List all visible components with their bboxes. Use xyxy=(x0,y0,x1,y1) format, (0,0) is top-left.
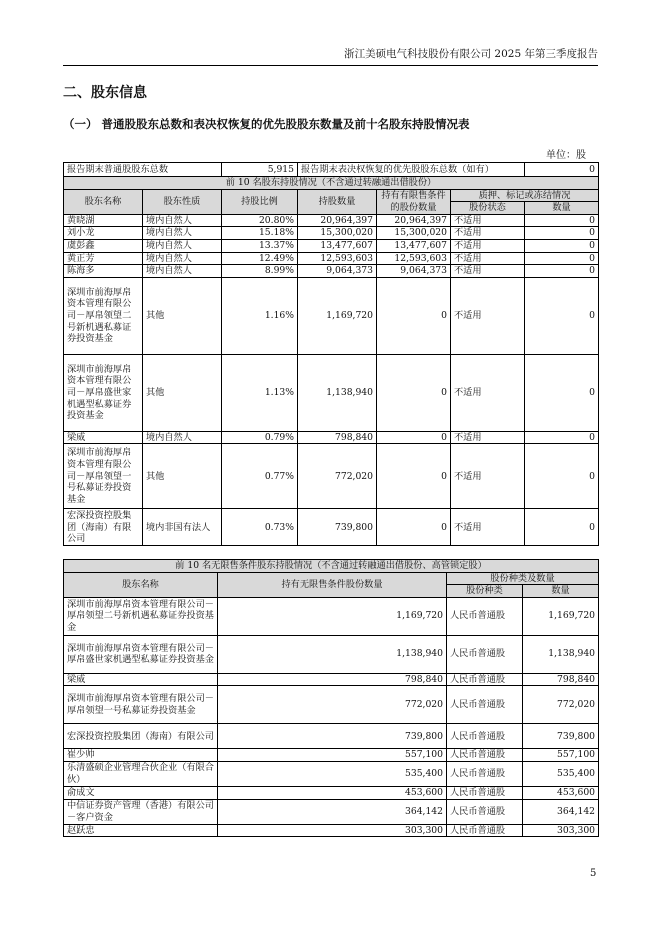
pledge-status: 不适用 xyxy=(451,265,525,278)
top10-title: 前 10 名股东持股情况（不含通过转融通出借股份） xyxy=(64,177,599,190)
share-count: 1,138,940 xyxy=(523,635,599,673)
unrestricted-qty: 303,300 xyxy=(218,824,447,837)
col-header-name: 股东名称 xyxy=(64,189,143,214)
holder-name: 赵跃忠 xyxy=(64,824,218,837)
col-header-count: 数量 xyxy=(525,202,599,215)
pledge-count: 0 xyxy=(525,239,599,252)
share-type: 人民币普通股 xyxy=(447,635,523,673)
unrestricted-title: 前 10 名无限售条件股东持股情况（不含通过转融通出借股份、高管锁定股） xyxy=(64,560,599,573)
restricted-qty: 0 xyxy=(377,509,451,546)
table-row xyxy=(64,354,599,431)
shareholder-name: 深圳市前海厚帛资本管理有限公司－厚帛领望一号私募证券投资基金 xyxy=(64,444,143,509)
share-count: 535,400 xyxy=(523,761,599,786)
holding-qty: 12,593,603 xyxy=(298,252,377,265)
unrestricted-qty: 772,020 xyxy=(218,686,447,724)
pledge-status: 不适用 xyxy=(451,444,525,509)
unrestricted-title-row xyxy=(64,560,599,573)
summary-value-2: 0 xyxy=(525,163,599,177)
holder-name: 崔少帅 xyxy=(64,749,218,762)
holder-name: 深圳市前海厚帛资本管理有限公司－厚帛盛世家机遇型私募证券投资基金 xyxy=(64,635,218,673)
table-row xyxy=(64,431,599,444)
pledge-count: 0 xyxy=(525,277,599,354)
restricted-qty: 12,593,603 xyxy=(377,252,451,265)
holder-name: 梁威 xyxy=(64,673,218,686)
unrestricted-header-row-1 xyxy=(64,572,599,585)
unrestricted-qty: 535,400 xyxy=(218,761,447,786)
unrestricted-qty: 453,600 xyxy=(218,786,447,799)
restricted-qty: 0 xyxy=(377,277,451,354)
table-row xyxy=(64,597,599,635)
shareholder-nature: 境内自然人 xyxy=(143,227,222,240)
table-row xyxy=(64,724,599,749)
shareholder-nature: 其他 xyxy=(143,444,222,509)
holder-name: 深圳市前海厚帛资本管理有限公司－厚帛领望一号私募证券投资基金 xyxy=(64,686,218,724)
col-header-restricted: 持有有限售条件的股份数量 xyxy=(377,189,451,214)
table-row xyxy=(64,227,599,240)
shareholder-nature: 境内非国有法人 xyxy=(143,509,222,546)
col-header-ratio: 持股比例 xyxy=(222,189,298,214)
shareholder-table xyxy=(63,162,599,546)
holder-name: 乐清盛硕企业管理合伙企业（有限合伙） xyxy=(64,761,218,786)
share-count: 453,600 xyxy=(523,786,599,799)
pledge-count: 0 xyxy=(525,252,599,265)
pledge-status: 不适用 xyxy=(451,277,525,354)
pledge-status: 不适用 xyxy=(451,214,525,227)
shareholder-nature: 其他 xyxy=(143,354,222,431)
u-col-header-type-group: 股份种类及数量 xyxy=(447,572,599,585)
pledge-count: 0 xyxy=(525,214,599,227)
section-title: 二、股东信息 xyxy=(63,85,147,101)
restricted-qty: 20,964,397 xyxy=(377,214,451,227)
shareholder-nature: 境内自然人 xyxy=(143,252,222,265)
shareholder-name: 虞彭鑫 xyxy=(64,239,143,252)
holding-ratio: 13.37% xyxy=(222,239,298,252)
share-type: 人民币普通股 xyxy=(447,761,523,786)
holding-ratio: 1.16% xyxy=(222,277,298,354)
holding-qty: 739,800 xyxy=(298,509,377,546)
table-row xyxy=(64,252,599,265)
u-col-header-type: 股份种类 xyxy=(447,585,523,598)
pledge-count: 0 xyxy=(525,431,599,444)
holding-qty: 20,964,397 xyxy=(298,214,377,227)
shareholder-name: 梁威 xyxy=(64,431,143,444)
pledge-status: 不适用 xyxy=(451,509,525,546)
share-type: 人民币普通股 xyxy=(447,597,523,635)
holding-ratio: 20.80% xyxy=(222,214,298,227)
holder-name: 俞成文 xyxy=(64,786,218,799)
subsection-title: （一） 普通股股东总数和表决权恢复的优先股股东数量及前十名股东持股情况表 xyxy=(63,117,470,131)
table-row xyxy=(64,673,599,686)
table-row xyxy=(64,214,599,227)
share-type: 人民币普通股 xyxy=(447,799,523,824)
share-count: 364,142 xyxy=(523,799,599,824)
holder-name: 中信证券资产管理（香港）有限公司－客户资金 xyxy=(64,799,218,824)
unrestricted-table xyxy=(63,559,599,837)
table-row xyxy=(64,509,599,546)
share-count: 303,300 xyxy=(523,824,599,837)
page-number: 5 xyxy=(590,868,597,879)
summary-row xyxy=(64,163,599,177)
pledge-count: 0 xyxy=(525,444,599,509)
share-type: 人民币普通股 xyxy=(447,749,523,762)
share-count: 798,840 xyxy=(523,673,599,686)
share-type: 人民币普通股 xyxy=(447,673,523,686)
share-type: 人民币普通股 xyxy=(447,686,523,724)
unrestricted-qty: 1,138,940 xyxy=(218,635,447,673)
shareholder-name: 刘小龙 xyxy=(64,227,143,240)
col-header-status: 股份状态 xyxy=(451,202,525,215)
shareholder-nature: 境内自然人 xyxy=(143,214,222,227)
shareholder-name: 深圳市前海厚帛资本管理有限公司－厚帛领望二号新机遇私募证券投资基金 xyxy=(64,277,143,354)
holding-ratio: 0.79% xyxy=(222,431,298,444)
shareholder-name: 宏深投资控股集团（海南）有限公司 xyxy=(64,509,143,546)
u-col-header-count: 数量 xyxy=(523,585,599,598)
holding-ratio: 15.18% xyxy=(222,227,298,240)
table-row xyxy=(64,749,599,762)
table-row xyxy=(64,444,599,509)
unrestricted-qty: 364,142 xyxy=(218,799,447,824)
restricted-qty: 0 xyxy=(377,431,451,444)
pledge-status: 不适用 xyxy=(451,227,525,240)
holding-qty: 9,064,373 xyxy=(298,265,377,278)
unrestricted-qty: 1,169,720 xyxy=(218,597,447,635)
table-row xyxy=(64,799,599,824)
u-col-header-name: 股东名称 xyxy=(64,572,218,597)
share-type: 人民币普通股 xyxy=(447,724,523,749)
pledge-count: 0 xyxy=(525,354,599,431)
holding-qty: 1,169,720 xyxy=(298,277,377,354)
holder-name: 宏深投资控股集团（海南）有限公司 xyxy=(64,724,218,749)
shareholder-name: 黄晓湖 xyxy=(64,214,143,227)
shareholder-nature: 其他 xyxy=(143,277,222,354)
holding-qty: 772,020 xyxy=(298,444,377,509)
table-row xyxy=(64,265,599,278)
pledge-count: 0 xyxy=(525,227,599,240)
pledge-status: 不适用 xyxy=(451,239,525,252)
table-row xyxy=(64,686,599,724)
share-type: 人民币普通股 xyxy=(447,786,523,799)
share-count: 739,800 xyxy=(523,724,599,749)
share-count: 772,020 xyxy=(523,686,599,724)
holding-ratio: 0.77% xyxy=(222,444,298,509)
restricted-qty: 13,477,607 xyxy=(377,239,451,252)
table-row xyxy=(64,635,599,673)
restricted-qty: 9,064,373 xyxy=(377,265,451,278)
unrestricted-qty: 798,840 xyxy=(218,673,447,686)
restricted-qty: 0 xyxy=(377,354,451,431)
holding-qty: 15,300,020 xyxy=(298,227,377,240)
shareholder-name: 黄正芳 xyxy=(64,252,143,265)
holding-ratio: 0.73% xyxy=(222,509,298,546)
shareholder-nature: 境内自然人 xyxy=(143,265,222,278)
holding-ratio: 1.13% xyxy=(222,354,298,431)
col-header-qty: 持股数量 xyxy=(298,189,377,214)
unrestricted-qty: 557,100 xyxy=(218,749,447,762)
pledge-status: 不适用 xyxy=(451,431,525,444)
top10-title-row xyxy=(64,177,599,190)
u-col-header-qty: 持有无限售条件股份数量 xyxy=(218,572,447,597)
table-row xyxy=(64,277,599,354)
col-header-nature: 股东性质 xyxy=(143,189,222,214)
share-count: 557,100 xyxy=(523,749,599,762)
share-count: 1,169,720 xyxy=(523,597,599,635)
holding-ratio: 8.99% xyxy=(222,265,298,278)
table-row xyxy=(64,239,599,252)
share-type: 人民币普通股 xyxy=(447,824,523,837)
top10-header-row-1 xyxy=(64,189,599,202)
col-header-pledge: 质押、标记或冻结情况 xyxy=(451,189,599,202)
pledge-count: 0 xyxy=(525,265,599,278)
shareholder-nature: 境内自然人 xyxy=(143,431,222,444)
pledge-status: 不适用 xyxy=(451,252,525,265)
table-row xyxy=(64,786,599,799)
holding-ratio: 12.49% xyxy=(222,252,298,265)
unit-label: 单位：股 xyxy=(546,150,586,161)
pledge-count: 0 xyxy=(525,509,599,546)
restricted-qty: 15,300,020 xyxy=(377,227,451,240)
summary-label-1: 报告期末普通股股东总数 xyxy=(64,163,222,177)
shareholder-name: 深圳市前海厚帛资本管理有限公司－厚帛盛世家机遇型私募证券投资基金 xyxy=(64,354,143,431)
summary-value-1: 5,915 xyxy=(222,163,298,177)
holding-qty: 13,477,607 xyxy=(298,239,377,252)
holding-qty: 1,138,940 xyxy=(298,354,377,431)
holding-qty: 798,840 xyxy=(298,431,377,444)
summary-label-2: 报告期末表决权恢复的优先股股东总数（如有） xyxy=(298,163,525,177)
shareholder-name: 陈海多 xyxy=(64,265,143,278)
table-row xyxy=(64,824,599,837)
holder-name: 深圳市前海厚帛资本管理有限公司－厚帛领望二号新机遇私募证券投资基金 xyxy=(64,597,218,635)
shareholder-nature: 境内自然人 xyxy=(143,239,222,252)
page-header: 浙江美硕电气科技股份有限公司 2025 年第三季度报告 xyxy=(63,46,598,66)
unrestricted-qty: 739,800 xyxy=(218,724,447,749)
pledge-status: 不适用 xyxy=(451,354,525,431)
restricted-qty: 0 xyxy=(377,444,451,509)
table-row xyxy=(64,761,599,786)
